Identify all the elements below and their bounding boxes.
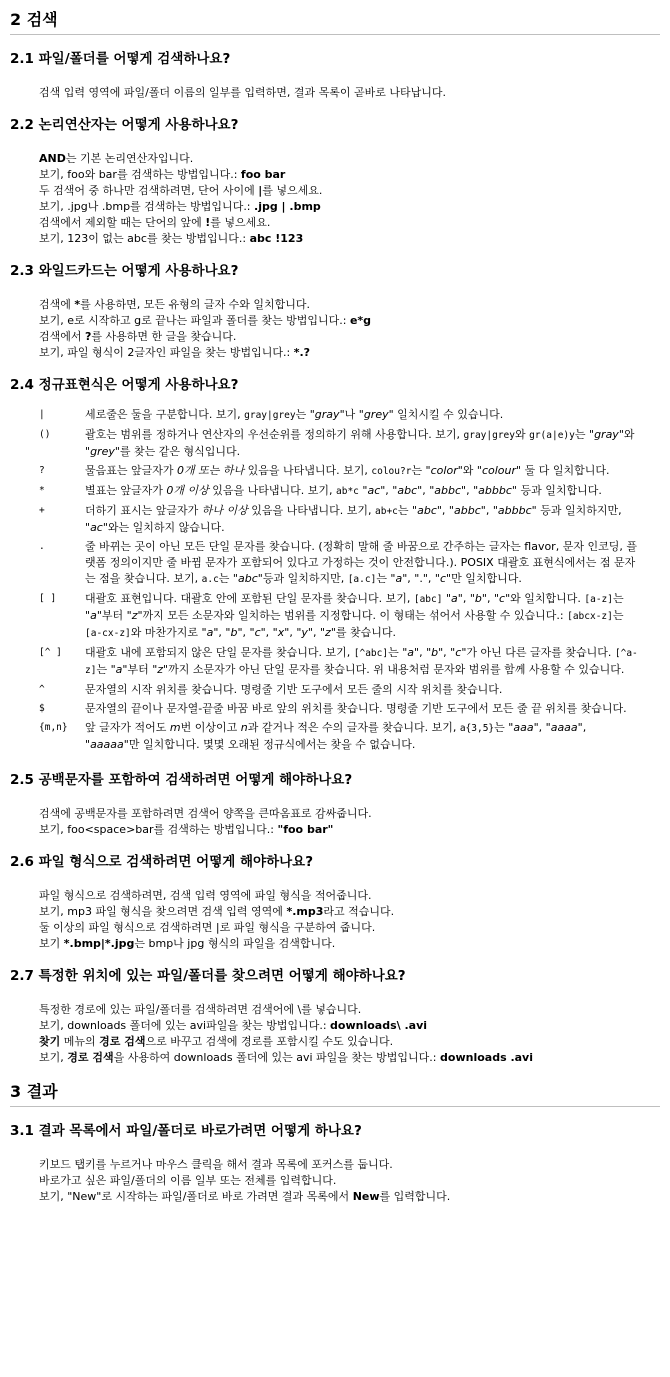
- question-heading-2-1: 2.1 파일/폴더를 어떻게 검색하나요?: [10, 51, 231, 67]
- question-heading-2-6: 2.6 파일 형식으로 검색하려면 어떻게 해야하나요?: [10, 854, 314, 870]
- example-query: downloads\ .avi: [330, 1019, 428, 1032]
- regex-row: [39, 591, 639, 645]
- answer-2-7: [39, 1002, 660, 1066]
- regex-table: [39, 407, 639, 756]
- regex-description: 세로줄은 둘을 구분합니다. 보기, gray|grey는 "gray"나 "grey" 일치시킬 수 있습니다.: [85, 408, 504, 421]
- answer-line: 보기, "New"로 시작하는 파일/폴더로 바로 가려면 결과 목록에서 New를 입력합니다.: [39, 1190, 451, 1203]
- regex-description: 괄호는 범위를 정하거나 연산자의 우선순위를 정의하기 위해 사용합니다. 보기, gray|grey와 gr(a|e)y는 "gray"와 "grey"를 찾는 같은 형식입니다.: [85, 428, 635, 458]
- answer-line: 보기, 파일 형식이 2글자인 파일을 찾는 방법입니다.: *.?: [39, 346, 311, 359]
- answer-line: 보기, mp3 파일 형식을 찾으려면 검색 입력 영역에 *.mp3라고 적습니다.: [39, 905, 395, 918]
- regex-symbol: +: [39, 505, 45, 516]
- answer-line: 검색 입력 영역에 파일/폴더 이름의 일부를 입력하면, 결과 목록이 곧바로 나타납니다.: [39, 86, 446, 99]
- regex-row: [39, 427, 639, 463]
- regex-row: [39, 645, 639, 682]
- answer-line: 보기, .jpg나 .bmp를 검색하는 방법입니다.: .jpg | .bmp: [39, 200, 321, 213]
- regex-symbol: .: [39, 541, 45, 552]
- answer-line: AND는 기본 논리연산자입니다.: [39, 152, 194, 165]
- regex-description: 앞 글자가 적어도 m번 이상이고 n과 같거나 적은 수의 글자를 찾습니다. 보기, a{3,5}는 "aaa", "aaaa", "aaaaa"만 일치합니다. 몇몇 오래된 정규식에서는 찾을 수 없습니다.: [85, 721, 587, 751]
- example-query: foo bar: [240, 168, 286, 181]
- example-query: *.bmp|*.jpg: [63, 937, 135, 950]
- operator: |: [258, 184, 263, 197]
- keyword: AND: [39, 152, 66, 165]
- answer-line: 파일 형식으로 검색하려면, 검색 입력 영역에 파일 형식을 적어줍니다.: [39, 889, 372, 902]
- regex-symbol: $: [39, 703, 45, 714]
- regex-description: 대괄호 내에 포함되지 않은 단일 문자를 찾습니다. 보기, [^abc]는 "a", "b", "c"가 아닌 다른 글자를 찾습니다. [^a-z]는 "a"부터 "z"까지 소문자가 아닌 단일 문자를 찾습니다. 위 내용처럼 문자와 범위를 함께 사용할 수 있습니다.: [85, 646, 638, 676]
- answer-line: 둘 이상의 파일 형식으로 검색하려면 |로 파일 형식을 구분하여 줍니다.: [39, 921, 376, 934]
- example-query: .jpg | .bmp: [254, 200, 321, 213]
- answer-2-5: [39, 806, 660, 838]
- question-heading-2-3: 2.3 와일드카드는 어떻게 사용하나요?: [10, 263, 239, 279]
- menu-option: 경로 검색: [67, 1051, 114, 1064]
- wildcard: ?: [85, 330, 92, 343]
- answer-line: 보기, downloads 폴더에 있는 avi파일을 찾는 방법입니다.: downloads\ .avi: [39, 1019, 428, 1032]
- regex-symbol: *: [39, 485, 45, 496]
- regex-row: [39, 503, 639, 539]
- wildcard: *: [74, 298, 81, 311]
- answer-3-1: [39, 1157, 660, 1205]
- example-query: *.mp3: [286, 905, 324, 918]
- regex-description: 문자열의 시작 위치를 찾습니다. 명령줄 기반 도구에서 모든 줄의 시작 위치를 찾습니다.: [85, 683, 503, 696]
- answer-line: 검색에 공백문자를 포함하려면 검색어 양쪽을 큰따옴표로 감싸줍니다.: [39, 807, 372, 820]
- answer-line: 검색에서 ?를 사용하면 한 글을 찾습니다.: [39, 330, 237, 343]
- regex-description: 대괄호 표현입니다. 대괄호 안에 포함된 단일 문자를 찾습니다. 보기, [abc] "a", "b", "c"와 일치합니다. [a-z]는 "a"부터 "z"까지 모든 소문자와 일치하는 범위를 지정합니다. 이 형태는 섞어서 사용할 수 있습니다.: [abcx-z]는 [a-cx-z]와 마찬가지로 "a", "b", "c", "x", "y", "z"를 찾습니다.: [85, 592, 624, 639]
- regex-description: 줄 바뀌는 곳이 아닌 모든 단일 문자를 찾습니다. (정확히 말해 줄 바꿈으로 간주하는 글자는 flavor, 문자 인코딩, 플랫폼 정의이지만 줄 바뀜 문자가 포함되어 있다고 가정하는 것이 안전합니다.). POSIX 대괄호 표현식에서는 점 문자는 점을 찾습니다. 보기, a.c는 "abc"등과 일치하지만, [a.c]는 "a", ".", "c"만 일치합니다.: [85, 540, 637, 585]
- menu-option: 경로 검색: [99, 1035, 146, 1048]
- answer-line: 보기, e로 시작하고 g로 끝나는 파일과 폴더를 찾는 방법입니다.: e*g: [39, 314, 372, 327]
- regex-row: [39, 483, 639, 503]
- regex-description: 문자열의 끝이나 문자열-끝줄 바꿈 바로 앞의 위치를 찾습니다. 명령줄 기반 도구에서 모든 줄 끝 위치를 찾습니다.: [85, 702, 627, 715]
- answer-line: 보기 *.bmp|*.jpg는 bmp나 jpg 형식의 파일을 검색합니다.: [39, 937, 336, 950]
- regex-row: [39, 539, 639, 591]
- question-heading-2-7: 2.7 특정한 위치에 있는 파일/폴더를 찾으려면 어떻게 해야하나요?: [10, 968, 406, 984]
- answer-line: 검색에 *를 사용하면, 모든 유형의 글자 수와 일치합니다.: [39, 298, 311, 311]
- regex-symbol: [ ]: [39, 593, 57, 604]
- answer-2-1: [39, 85, 660, 101]
- example-query: *.?: [293, 346, 311, 359]
- example-query: downloads .avi: [440, 1051, 533, 1064]
- answer-line: 바로가고 싶은 파일/폴더의 이름 일부 또는 전체를 입력합니다.: [39, 1174, 337, 1187]
- regex-symbol: (): [39, 429, 51, 440]
- regex-row: [39, 720, 639, 756]
- answer-line: 찾기 메뉴의 경로 검색으로 바꾸고 검색에 경로를 포함시킬 수도 있습니다.: [39, 1035, 394, 1048]
- answer-2-6: [39, 888, 660, 952]
- answer-line: 보기, 경로 검색을 사용하여 downloads 폴더에 있는 avi 파일을 찾는 방법입니다.: downloads .avi: [39, 1051, 533, 1064]
- regex-symbol: ?: [39, 465, 45, 476]
- answer-line: 보기, foo<space>bar를 검색하는 방법입니다.: "foo bar": [39, 823, 334, 836]
- example-query: "foo bar": [277, 823, 334, 836]
- question-heading-2-2: 2.2 논리연산자는 어떻게 사용하나요?: [10, 117, 239, 133]
- answer-2-3: [39, 297, 660, 361]
- regex-description: 물음표는 앞글자가 0개 또는 하나 있음을 나타냅니다. 보기, colou?r는 "color"와 "colour" 둘 다 일치합니다.: [85, 464, 610, 477]
- section-heading-results: 3 결과: [10, 1080, 660, 1107]
- operator: !: [205, 216, 211, 229]
- regex-symbol: [^ ]: [39, 647, 62, 658]
- regex-symbol: |: [39, 409, 45, 420]
- answer-line: 두 검색어 중 하나만 검색하려면, 단어 사이에 |를 넣으세요.: [39, 184, 323, 197]
- regex-row: [39, 407, 639, 427]
- example-query: abc !123: [249, 232, 304, 245]
- example-query: e*g: [349, 314, 372, 327]
- menu-name: 찾기: [39, 1035, 61, 1048]
- answer-line: 보기, 123이 없는 abc를 찾는 방법입니다.: abc !123: [39, 232, 304, 245]
- answer-line: 키보드 탭키를 누르거나 마우스 클릭을 해서 결과 목록에 포커스를 둡니다.: [39, 1158, 393, 1171]
- question-heading-2-4: 2.4 정규표현식은 어떻게 사용하나요?: [10, 377, 239, 393]
- regex-symbol: {m,n}: [39, 722, 68, 733]
- regex-row: [39, 701, 639, 720]
- answer-line: 검색에서 제외할 때는 단어의 앞에 !를 넣으세요.: [39, 216, 271, 229]
- question-heading-2-5: 2.5 공백문자를 포함하여 검색하려면 어떻게 해야하나요?: [10, 772, 353, 788]
- regex-row: [39, 463, 639, 483]
- answer-2-2: [39, 151, 660, 247]
- answer-line: 보기, foo와 bar를 검색하는 방법입니다.: foo bar: [39, 168, 286, 181]
- regex-description: 더하기 표시는 앞글자가 하나 이상 있음을 나타냅니다. 보기, ab+c는 "abc", "abbc", "abbbc" 등과 일치하지만, "ac"와는 일치하지 않습니다.: [85, 504, 622, 534]
- regex-description: 별표는 앞글자가 0개 이상 있음을 나타냅니다. 보기, ab*c "ac", "abc", "abbc", "abbbc" 등과 일치합니다.: [85, 484, 602, 497]
- example-query: New: [352, 1190, 380, 1203]
- question-heading-3-1: 3.1 결과 목록에서 파일/폴더로 바로가려면 어떻게 하나요?: [10, 1123, 362, 1139]
- regex-symbol: ^: [39, 684, 45, 695]
- answer-line: 특정한 경로에 있는 파일/폴더를 검색하려면 검색어에 \를 넣습니다.: [39, 1003, 362, 1016]
- regex-row: [39, 682, 639, 701]
- section-heading-search: 2 검색: [10, 8, 660, 35]
